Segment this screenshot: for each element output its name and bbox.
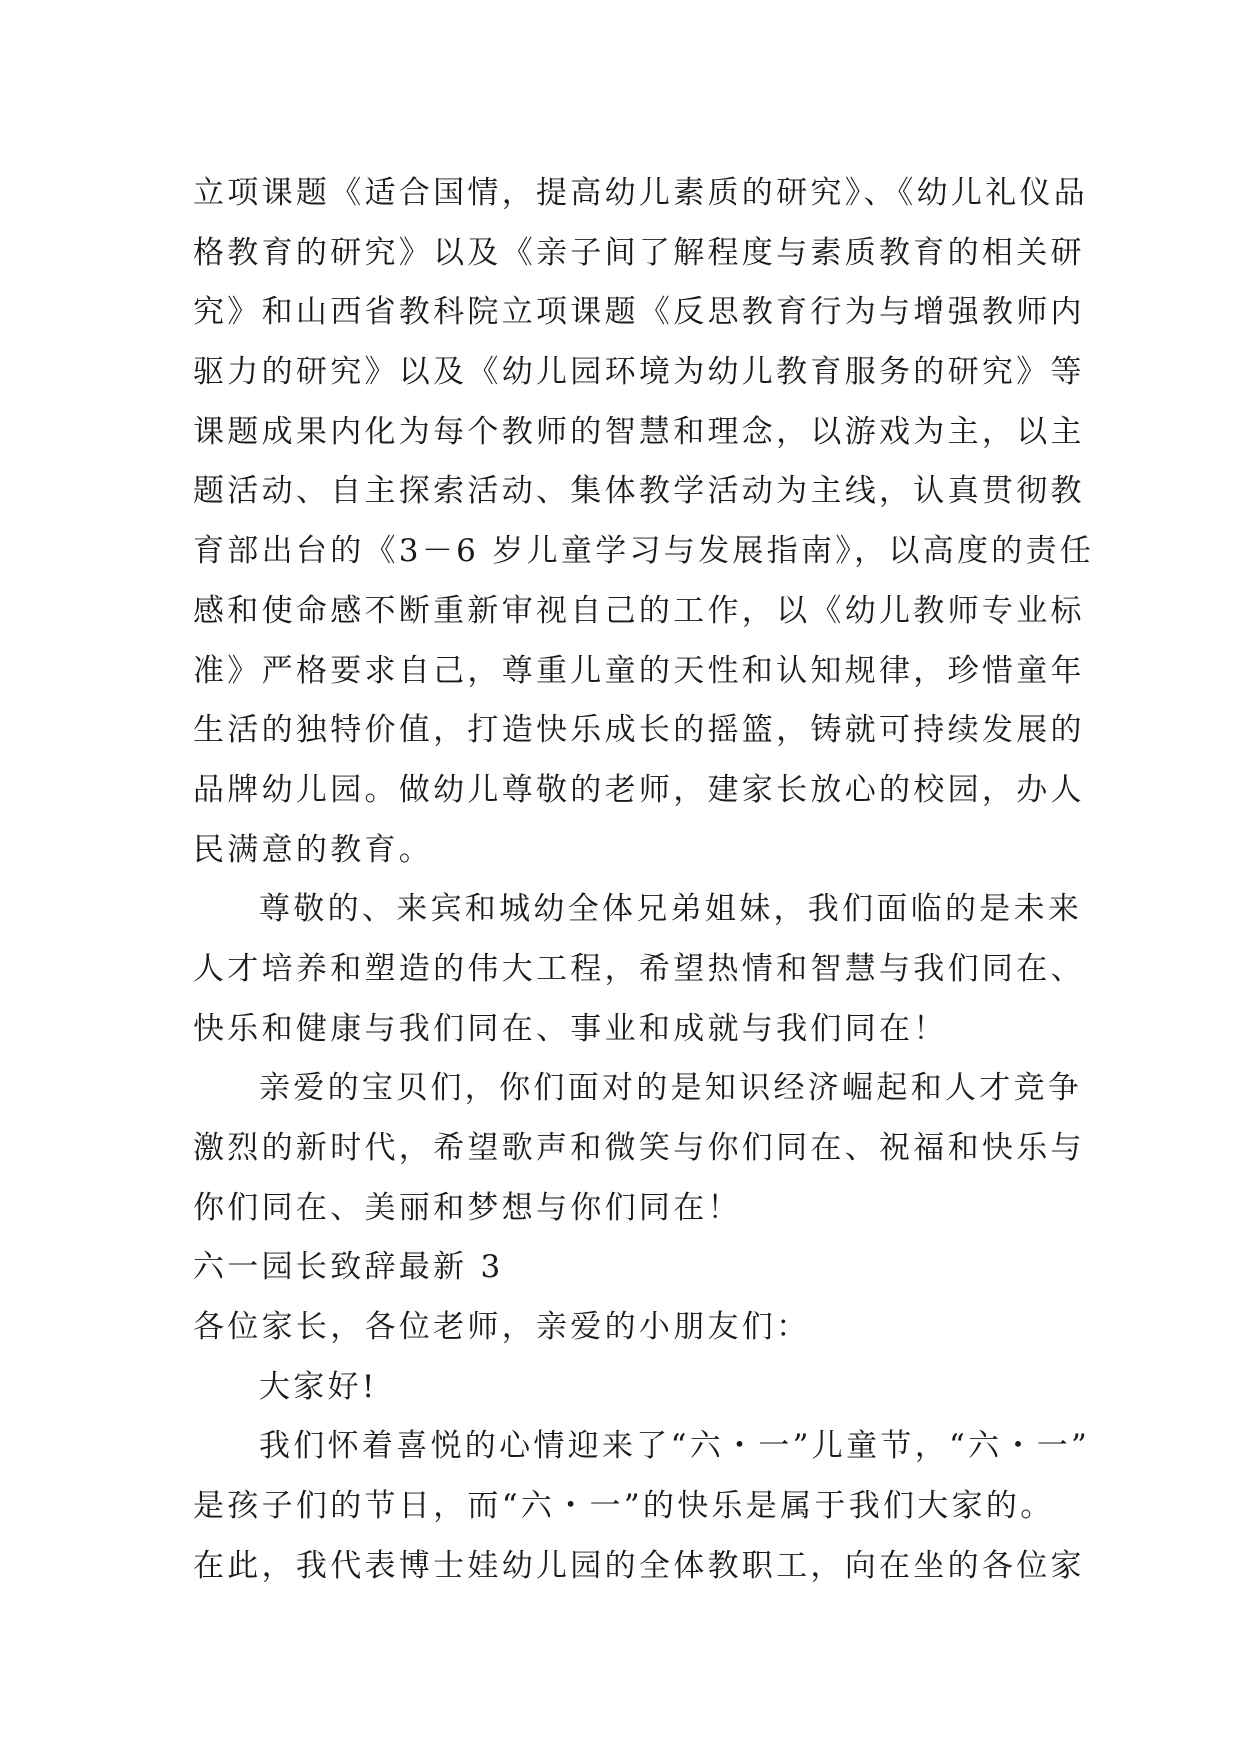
text-line: 六一园长致辞最新 3	[193, 1249, 504, 1286]
text-line: 你们同在、美丽和梦想与你们同在！	[193, 1189, 742, 1226]
text-line: 各位家长，各位老师，亲爱的小朋友们：	[193, 1309, 811, 1346]
text-line: 大家好!	[259, 1368, 378, 1405]
text-line: 民满意的教育。	[193, 831, 434, 868]
text-line: 尊敬的、来宾和城幼全体兄弟姐妹，我们面临的是未来	[259, 891, 1083, 928]
text-line: 在此，我代表博士娃幼儿园的全体教职工，向在坐的各位家	[193, 1547, 1085, 1584]
text-line: 激烈的新时代，希望歌声和微笑与你们同在、祝福和快乐与	[193, 1130, 1085, 1166]
document-body	[193, 164, 1095, 1597]
text-line: 品牌幼儿园。做幼儿尊敬的老师，建家长放心的校园，办人	[193, 771, 1085, 808]
text-line: 我们怀着喜悦的心情迎来了“六・一”儿童节，“六・一”	[259, 1428, 1091, 1465]
text-line: 格教育的研究》以及《亲子间了解程度与素质教育的相关研	[193, 234, 1085, 271]
text-line: 感和使命感不断重新审视自己的工作，以《幼儿教师专业标	[193, 592, 1085, 629]
text-line: 亲爱的宝贝们，你们面对的是知识经济崛起和人才竞争	[259, 1070, 1083, 1107]
text-line: 驱力的研究》以及《幼儿园环境为幼儿教育服务的研究》等	[193, 354, 1085, 391]
text-line: 立项课题《适合国情，提高幼儿素质的研究》、《幼儿礼仪品	[193, 175, 1089, 211]
text-line: 题活动、自主探索活动、集体教学活动为主线，认真贯彻教	[193, 473, 1085, 510]
text-line: 课题成果内化为每个教师的智慧和理念，以游戏为主，以主	[193, 413, 1085, 450]
text-line: 生活的独特价值，打造快乐成长的摇篮，铸就可持续发展的	[193, 712, 1085, 749]
text-line: 人才培养和塑造的伟大工程，希望热情和智慧与我们同在、	[193, 950, 1085, 987]
text-line: 育部出台的《3－6 岁儿童学习与发展指南》，以高度的责任	[193, 533, 1095, 570]
text-line: 是孩子们的节日，而“六・一”的快乐是属于我们大家的。	[193, 1488, 1055, 1525]
text-line: 快乐和健康与我们同在、事业和成就与我们同在！	[193, 1010, 948, 1047]
text-line: 究》和山西省教科院立项课题《反思教育行为与增强教师内	[193, 294, 1085, 331]
text-line: 准》严格要求自己，尊重儿童的天性和认知规律，珍惜童年	[193, 652, 1085, 689]
